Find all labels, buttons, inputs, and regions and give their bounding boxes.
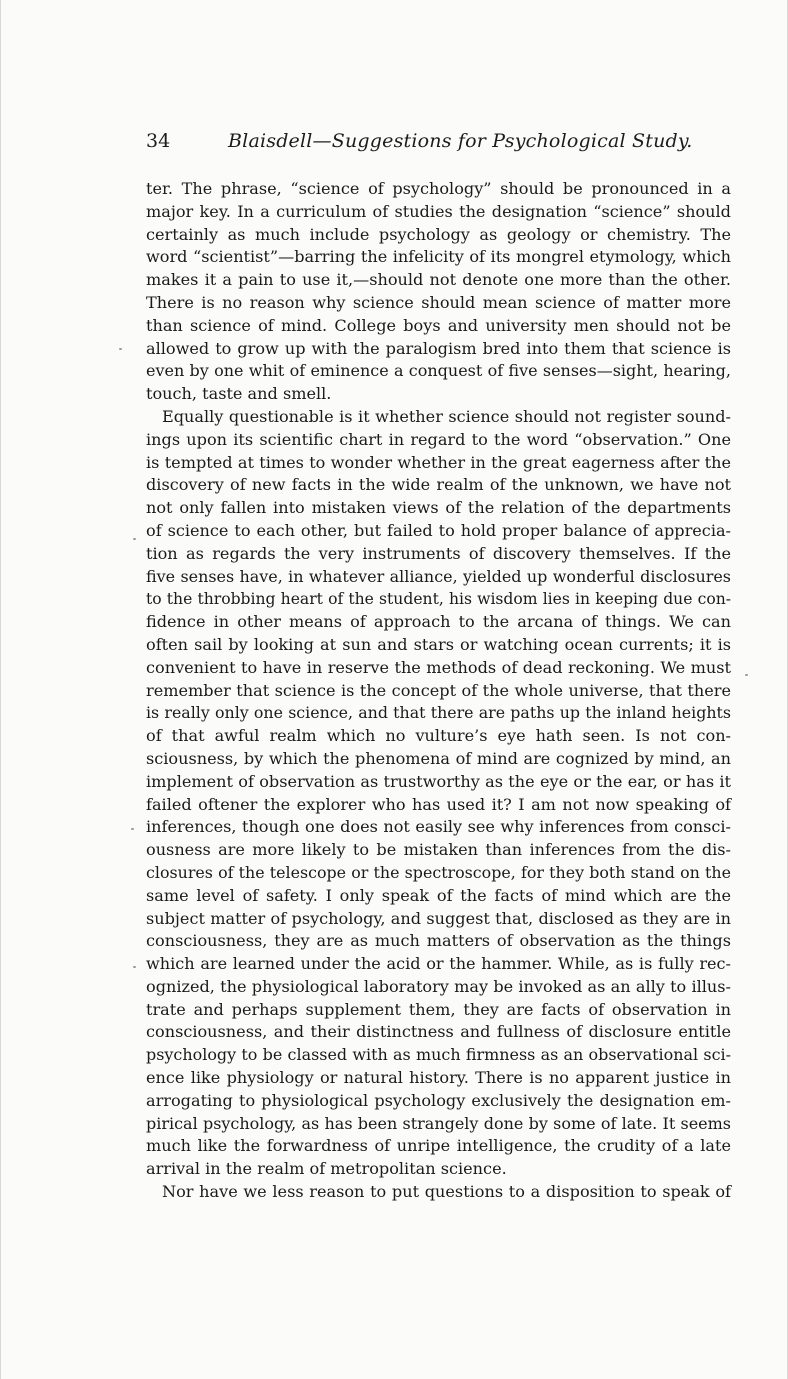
text-line: even by one whit of eminence a conquest of five senses—sight, hearing, — [146, 361, 731, 381]
text-line: often sail by looking at sun and stars or watching ocean currents; it is — [146, 634, 731, 654]
text-line: psychology to be classed with as much firmness as an observational sci- — [146, 1045, 731, 1065]
page-number: 34 — [146, 130, 171, 152]
text-line: consciousness, they are as much matters of observation as the things — [146, 931, 731, 951]
text-line: convenient to have in reserve the methods of dead reckoning. We must — [146, 657, 731, 677]
text-line: major key. In a curriculum of studies the designation “science” should — [146, 201, 731, 221]
text-line: Equally questionable is it whether science should not register sound- — [162, 406, 731, 426]
text-line: inferences, though one does not easily see why inferences from consci- — [146, 817, 731, 837]
text-line: tion as regards the very instruments of discovery themselves. If the — [146, 543, 731, 563]
text-line: is really only one science, and that there are paths up the inland heights — [146, 703, 731, 723]
text-line: ter. The phrase, “science of psychology” should be pronounced in a — [146, 179, 731, 198]
text-line: subject matter of psychology, and suggest that, disclosed as they are in — [146, 908, 731, 928]
text-line: makes it a pain to use it,—should not denote one more than the other. — [146, 270, 731, 290]
text-line: ousness are more likely to be mistaken than inferences from the dis- — [146, 840, 731, 860]
text-line: word “scientist”—barring the infelicity of its mongrel etymology, which — [146, 247, 731, 267]
text-line: consciousness, and their distinctness and fullness of disclosure entitle — [146, 1022, 731, 1042]
text-line: touch, taste and smell. — [146, 384, 332, 404]
text-line: is tempted at times to wonder whether in the great eagerness after the — [146, 452, 731, 472]
paragraph — [146, 406, 731, 1181]
text-line: to the throbbing heart of the student, his wisdom lies in keeping due con- — [146, 590, 731, 609]
text-line: five senses have, in whatever alliance, yielded up wonderful disclosures — [146, 566, 731, 586]
text-line: fidence in other means of approach to the arcana of things. We can — [146, 612, 731, 632]
body-text — [146, 178, 731, 1204]
page-header — [146, 128, 736, 156]
text-line: closures of the telescope or the spectroscope, for they both stand on the — [146, 862, 731, 882]
text-line: certainly as much include psychology as geology or chemistry. The — [146, 224, 731, 244]
paragraph — [146, 178, 731, 406]
text-line: remember that science is the concept of the whole universe, that there — [146, 680, 731, 700]
text-line: of science to each other, but failed to hold proper balance of apprecia- — [146, 520, 731, 540]
text-line: Nor have we less reason to put questions to a disposition to speak of — [162, 1182, 731, 1202]
paragraph — [146, 1181, 731, 1204]
text-line: much like the forwardness of unripe intelligence, the crudity of a late — [146, 1136, 731, 1156]
text-line: trate and perhaps supplement them, they are facts of observation in — [146, 999, 731, 1019]
text-line: implement of observation as trustworthy as the eye or the ear, or has it — [146, 771, 731, 791]
text-line: arrival in the realm of metropolitan science. — [146, 1159, 507, 1179]
text-line: ings upon its scientific chart in regard to the word “observation.” One — [146, 429, 731, 449]
running-head: Blaisdell—Suggestions for Psychological Study. — [228, 130, 693, 152]
text-line: ence like physiology or natural history. There is no apparent justice in — [146, 1068, 731, 1088]
text-line: pirical psychology, as has been strangely done by some of late. It seems — [146, 1113, 731, 1133]
text-line: which are learned under the acid or the hammer. While, as is fully rec- — [146, 954, 731, 974]
text-line: same level of safety. I only speak of the facts of mind which are the — [146, 885, 731, 905]
text-line: allowed to grow up with the paralogism bred into them that science is — [146, 338, 731, 358]
text-line: not only fallen into mistaken views of the relation of the departments — [146, 498, 731, 518]
text-line: arrogating to physiological psychology exclusively the designation em- — [146, 1090, 731, 1110]
text-line: sciousness, by which the phenomena of mind are cognized by mind, an — [146, 748, 731, 768]
text-line: discovery of new facts in the wide realm of the unknown, we have not — [146, 475, 731, 495]
text-line: ognized, the physiological laboratory may be invoked as an ally to illus- — [146, 976, 731, 996]
text-line: There is no reason why science should mean science of matter more — [146, 292, 731, 312]
text-line: failed oftener the explorer who has used it? I am not now speaking of — [146, 794, 731, 814]
text-line: of that awful realm which no vulture’s eye hath seen. Is not con- — [146, 726, 731, 746]
text-line: than science of mind. College boys and university men should not be — [146, 315, 731, 335]
